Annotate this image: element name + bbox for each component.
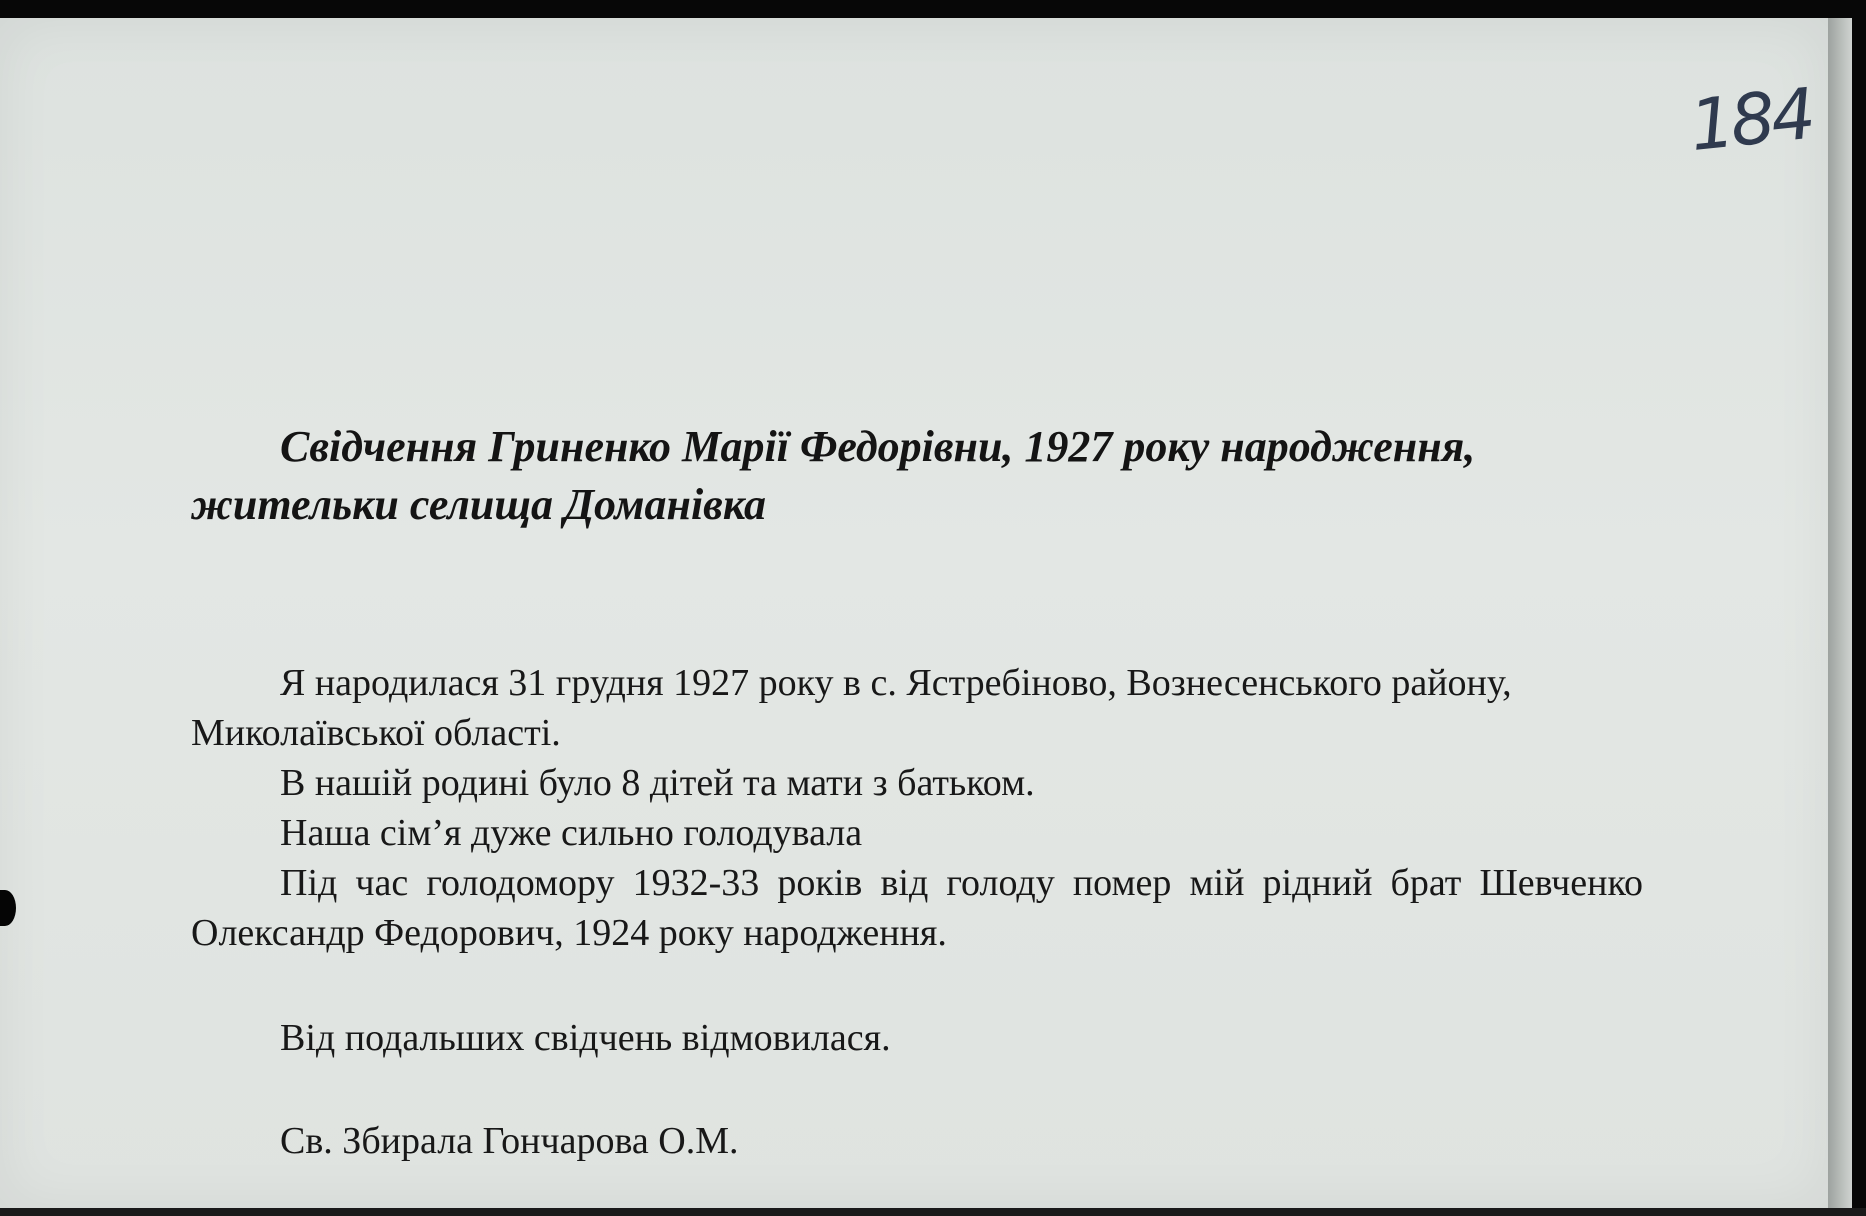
paragraph-hunger: Наша сім’я дуже сильно голодувала	[280, 812, 863, 854]
sheet-edge	[1828, 18, 1852, 1208]
paragraph-brother: Під час голодомору 1932-33 років від голоду помер мій рідний брат Шевченко Олександр Федорович, 1924 року народження.	[191, 862, 1643, 954]
folio-number: 184	[1686, 72, 1816, 168]
document-title: Свідчення Гриненко Марії Федорівни, 1927 року народження, жительки селища Доманівка	[191, 422, 1476, 529]
paragraph-family: В нашій родині було 8 дітей та мати з батьком.	[280, 762, 1035, 804]
paragraph-birth: Я народилася 31 грудня 1927 року в с. Ястребіново, Вознесенського району, Миколаївської області.	[191, 662, 1512, 754]
scan-border	[0, 1208, 1866, 1216]
testimony-body	[191, 658, 1643, 958]
closing-statement: Від подальших свідчень відмовилася.	[280, 1017, 891, 1059]
collector-signature: Св. Збирала Гончарова О.М.	[280, 1120, 739, 1162]
